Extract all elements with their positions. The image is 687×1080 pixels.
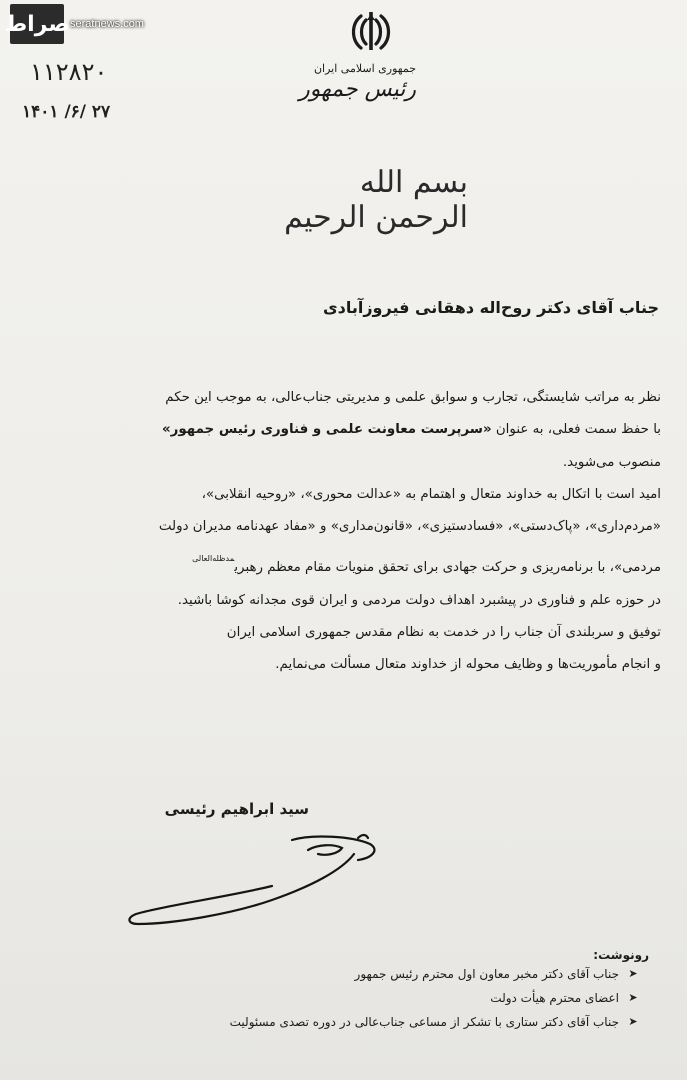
paragraph2-line1: امید است با اتکال به خداوند متعال و اهتمام به «عدالت محوری»، «روحیه انقلابی»، [201,486,661,502]
paragraph1-line2-prefix: با حفظ سمت فعلی، به عنوان [491,422,661,438]
paragraph2-line3 [29,543,661,584]
appointment-title: «سرپرست معاونت علمی و فناوری رئیس جمهور» [161,422,492,438]
paragraph2-line2: «مردم‌داری»، «پاک‌دستی»، «فسادستیزی»، «قانون‌مداری» و «مفاد عهدنامه مدیران دولت [158,519,661,535]
watermark [4,4,144,44]
honorific-superscript: مدظله‌العالی [192,554,235,564]
arrow-bullet-icon: ➤ [628,1015,638,1028]
cc-item [79,1010,639,1034]
paragraph1-line3: منصوب می‌شوید. [562,454,661,470]
republic-name: جمهوری اسلامی ایران [313,62,416,75]
letter-body [29,382,661,682]
letterhead [299,8,416,128]
watermark-url: seratnews.com [70,18,144,30]
paragraph1-line2 [29,414,661,446]
arrow-bullet-icon: ➤ [628,967,638,980]
office-title: رئیس جمهور [299,77,416,102]
cc-item-text: اعضای محترم هیأت دولت [490,991,619,1005]
cc-item-text: جناب آقای دکتر ستاری با تشکر از مساعی جناب‌عالی در دوره تصدی مسئولیت [229,1015,619,1029]
handwritten-signature [122,826,382,936]
paragraph2-line3-text: مردمی»، با برنامه‌ریزی و حرکت جهادی برای تحقق منویات مقام معظم رهبری [234,560,661,576]
cc-title: رونوشت: [593,948,649,962]
addressee: جناب آقای دکتر روح‌اله دهقانی فیروزآبادی [322,298,659,317]
signer-name: سید ابراهیم رئیسی [164,800,309,818]
watermark-logo: صراط [10,4,64,44]
cc-item [79,962,639,986]
reference-date: ۱۴۰۱ /۶/ ۲۷ [22,102,111,122]
iran-emblem-icon [347,8,395,56]
cc-list [79,962,639,1034]
cc-item-text: جناب آقای دکتر مخبر معاون اول محترم رئیس جمهور [354,967,619,981]
reference-number: ۱۱۲۸۲۰ [30,58,108,86]
cc-item [79,986,639,1010]
paragraph3-line1: توفیق و سربلندی آن جناب را در خدمت به نظام مقدس جمهوری اسلامی ایران [226,625,661,641]
basmala: بسم الله الرحمن الرحیم [284,165,468,235]
paragraph3-line2: و انجام مأموریت‌ها و وظایف محوله از خداوند متعال مسألت می‌نمایم. [275,657,661,673]
paragraph1-line1: نظر به مراتب شایستگی، تجارب و سوابق علمی و مدیریتی جناب‌عالی، به موجب این حکم [165,390,661,405]
paragraph2-line4: در حوزه علم و فناوری در پیشبرد اهداف دولت مردمی و ایران قوی مجدانه کوشا باشید. [177,592,661,608]
arrow-bullet-icon: ➤ [628,991,638,1004]
